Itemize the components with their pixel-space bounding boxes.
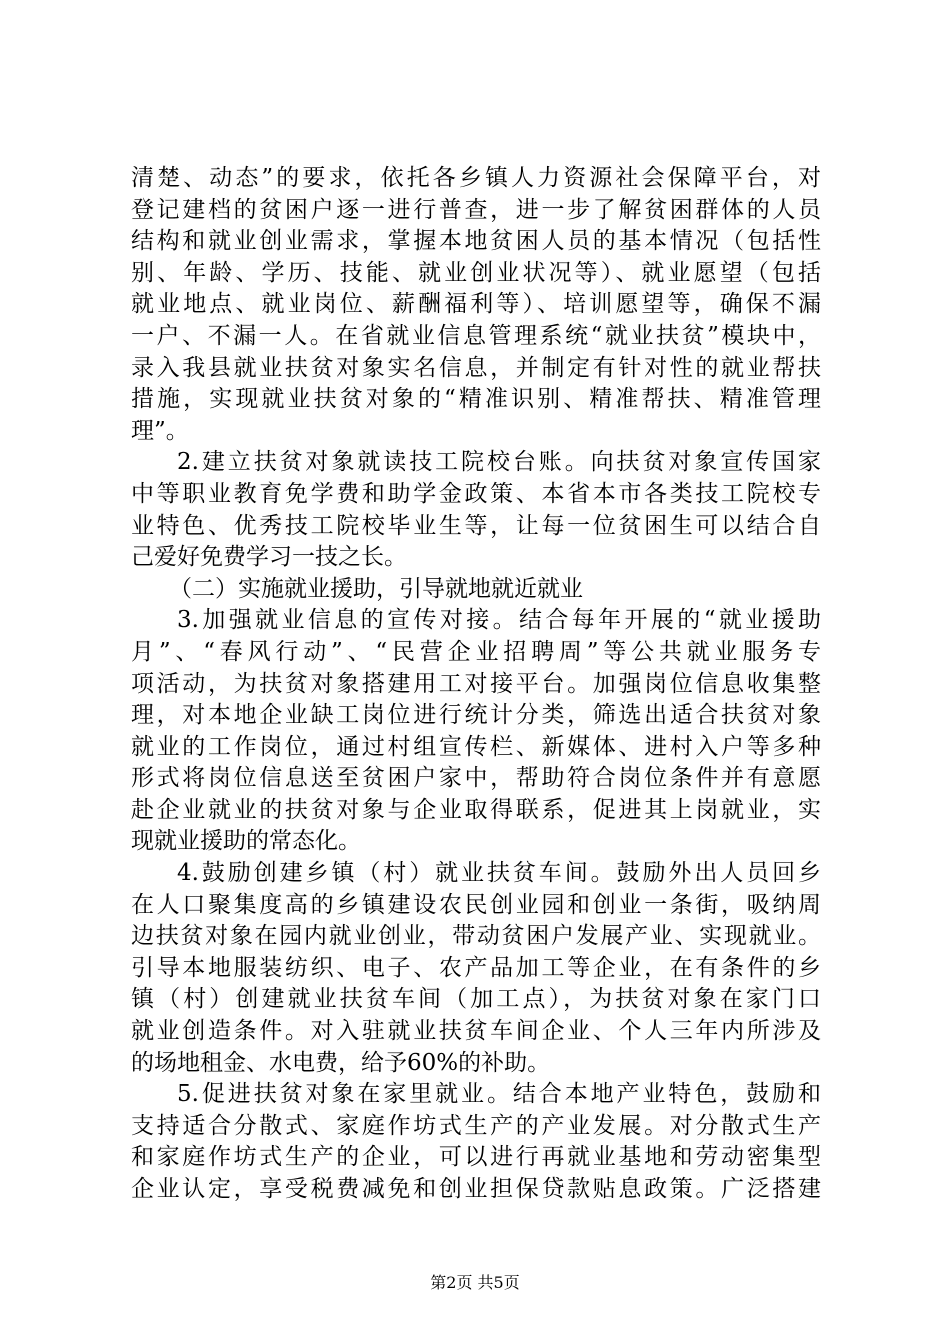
text-line: 月”、“春风行动”、“民营企业招聘周”等公共就业服务专 [131, 638, 821, 665]
text-line: 措施，实现就业扶贫对象的“精准识别、精准帮扶、精准管理 [131, 386, 821, 413]
text-line: 在人口聚集度高的乡镇建设农民创业园和创业一条街，吸纳周 [131, 891, 821, 918]
text-line: 镇（村）创建就业扶贫车间（加工点），为扶贫对象在家门口 [131, 986, 821, 1013]
text-line: 己爱好免费学习一技之长。 [131, 544, 407, 571]
text-line: 就业创造条件。对入驻就业扶贫车间企业、个人三年内所涉及 [131, 1018, 821, 1045]
text-line: 和家庭作坊式生产的企业，可以进行再就业基地和劳动密集型 [131, 1144, 821, 1171]
text-line: 别、年龄、学历、技能、就业创业状况等）、就业愿望（包括 [131, 259, 821, 286]
text-line: 项活动，为扶贫对象搭建用工对接平台。加强岗位信息收集整 [131, 670, 821, 697]
text-line: 理”。 [131, 417, 189, 444]
text-line: 形式将岗位信息送至贫困户家中，帮助符合岗位条件并有意愿 [131, 765, 821, 792]
paragraph-start-line: 4.鼓励创建乡镇（村）就业扶贫车间。鼓励外出人员回乡 [177, 860, 821, 887]
section-heading: （二）实施就业援助，引导就地就近就业 [169, 575, 583, 602]
text-line: 理，对本地企业缺工岗位进行统计分类，筛选出适合扶贫对象 [131, 702, 821, 729]
text-line: 清楚、动态”的要求，依托各乡镇人力资源社会保障平台，对 [131, 165, 821, 191]
text-line: 中等职业教育免学费和助学金政策、本省本市各类技工院校专 [131, 480, 821, 507]
paragraph-start-line: 3.加强就业信息的宣传对接。结合每年开展的“就业援助 [177, 607, 821, 634]
text-line: 企业认定，享受税费减免和创业担保贷款贴息政策。广泛搭建 [131, 1176, 821, 1202]
text-line: 边扶贫对象在园内就业创业，带动贫困户发展产业、实现就业。 [131, 923, 821, 950]
body-text [131, 163, 821, 1206]
text-line: 一户、不漏一人。在省就业信息管理系统“就业扶贫”模块中， [131, 322, 821, 349]
text-line: 赴企业就业的扶贫对象与企业取得联系，促进其上岗就业，实 [131, 796, 821, 823]
text-line: 结构和就业创业需求，掌握本地贫困人员的基本情况（包括性 [131, 228, 821, 255]
text-line: 现就业援助的常态化。 [131, 828, 361, 855]
text-line: 登记建档的贫困户逐一进行普查，进一步了解贫困群体的人员 [131, 196, 821, 223]
paragraph-start-line: 5.促进扶贫对象在家里就业。结合本地产业特色，鼓励和 [177, 1081, 821, 1108]
page-footer: 第2页 共5页 [430, 1273, 520, 1292]
text-line: 就业地点、就业岗位、薪酬福利等）、培训愿望等，确保不漏 [131, 291, 821, 318]
text-line: 录入我县就业扶贫对象实名信息，并制定有针对性的就业帮扶 [131, 354, 821, 381]
text-line: 的场地租金、水电费，给予60%的补助。 [131, 1049, 551, 1076]
text-line: 支持适合分散式、家庭作坊式生产的产业发展。对分散式生产 [131, 1112, 821, 1139]
text-line: 业特色、优秀技工院校毕业生等，让每一位贫困生可以结合自 [131, 512, 821, 539]
text-line: 就业的工作岗位，通过村组宣传栏、新媒体、进村入户等多种 [131, 733, 821, 760]
text-line: 引导本地服装纺织、电子、农产品加工等企业，在有条件的乡 [131, 954, 821, 981]
paragraph-start-line: 2.建立扶贫对象就读技工院校台账。向扶贫对象宣传国家 [177, 449, 821, 476]
